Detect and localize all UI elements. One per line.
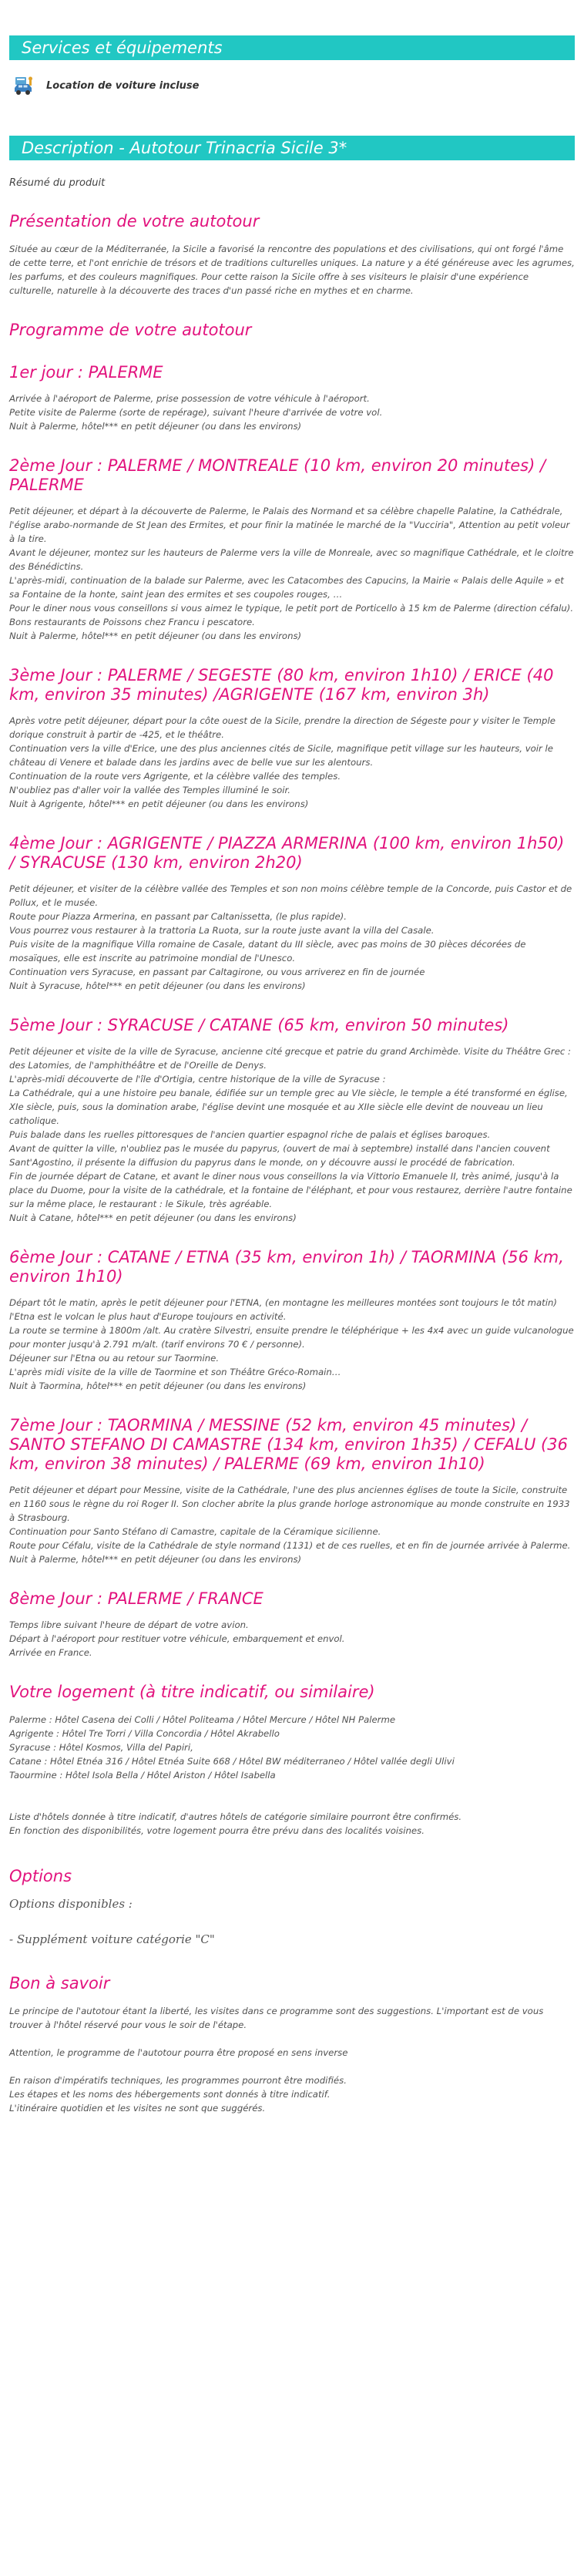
day-line: Route pour Céfalu, visite de la Cathédrale de style normand (1131) et de ces ruelles, et en fin de journée arrivée à Palerme. (9, 1540, 571, 1551)
day-title: 7ème Jour : TAORMINA / MESSINE (52 km, environ 45 minutes) / SANTO STEFANO DI CAMASTRE (134 km, environ 1h35) / CEFALU (36 km, environ 38 minutes) / PALERME (69 km, environ 1h10) (9, 1416, 568, 1473)
description-header: Description - Autotour Trinacria Sicile 3* (9, 136, 575, 160)
day-line: Petit déjeuner, et départ à la découverte de Palerme, le Palais des Normand et sa célèbre chapelle Palatine, la Cathédrale, l'église arabo-normande de St Jean des Ermites, et pour finir la matinée le marché de la "Vucciria", Attention au petit voleur à la tire. (9, 506, 570, 544)
product-page (0, 35, 584, 2115)
day-description (9, 1044, 575, 1225)
day-description (9, 1296, 575, 1393)
day-line: Continuation vers la ville d'Erice, une des plus anciennes cités de Sicile, magnifique petit village sur les hauteurs, voir le château di Venere et balade dans les jardins avec de belle vue sur les alentours. (9, 743, 553, 768)
services-header: Services et équipements (9, 35, 575, 60)
hotel-note: En fonction des disponibilités, votre logement pourra être prévu dans des localités voisines. (9, 1825, 425, 1836)
day-line: Déjeuner sur l'Etna ou au retour sur Taormine. (9, 1353, 220, 1364)
hotel-line: Agrigente : Hôtel Tre Torri / Villa Concordia / Hôtel Akrabello (9, 1728, 280, 1739)
day-description (9, 882, 575, 993)
day-line: Départ tôt le matin, après le petit déjeuner pour l'ETNA, (en montagne les meilleures montées sont toujours le tôt matin) l'Etna est le volcan le plus haut d'Europe toujours en activité. (9, 1297, 557, 1322)
day-line: Vous pourrez vous restaurer à la trattoria La Ruota, sur la route juste avant la villa del Casale. (9, 925, 435, 936)
day-line: Petit déjeuner et visite de la ville de Syracuse, ancienne cité grecque et patrie du grand Archimède. Visite du Théâtre Grec : des Latomies, de l'amphithéâtre et de l'Oreille de Denys. (9, 1046, 571, 1071)
day-title: 4ème Jour : AGRIGENTE / PIAZZA ARMERINA (100 km, environ 1h50) / SYRACUSE (130 km, environ 2h20) (9, 834, 565, 872)
info-line: En raison d'impératifs techniques, les programmes pourront être modifiés. (9, 2075, 347, 2086)
day-line: Nuit à Palerme, hôtel*** en petit déjeuner (ou dans les environs) (9, 1554, 302, 1565)
day-line: Arrivée à l'aéroport de Palerme, prise possession de votre véhicule à l'aéroport. (9, 393, 370, 404)
hotel-note: Liste d'hôtels donnée à titre indicatif, d'autres hôtels de catégorie similaire pourront être confirmés. (9, 1811, 462, 1822)
option-item: - Supplément voiture catégorie "C" (9, 1932, 215, 1946)
day-line: L'après-midi découverte de l'île d'Ortigia, centre historique de la ville de Syracuse : (9, 1074, 386, 1085)
day-description (9, 714, 575, 811)
options-subtitle: Options disponibles : (9, 1897, 133, 1911)
options-title: Options (9, 1867, 72, 1885)
hotel-line: Taourmine : Hôtel Isola Bella / Hôtel Ariston / Hôtel Isabella (9, 1770, 276, 1781)
day-line: Pour le diner nous vous conseillons si vous aimez le typique, le petit port de Porticello à 15 km de Palerme (direction céfalu). Bons restaurants de Poissons chez Francu i pescatore. (9, 603, 574, 627)
day-line: Puis visite de la magnifique Villa romaine de Casale, datant du III siècle, avec pas moins de 30 pièces décorées de mosaïques, elle est inscrite au patrimoine mondial de l'Unesco. (9, 939, 526, 963)
day-line: Route pour Piazza Armerina, en passant par Caltanissetta, (le plus rapide). (9, 911, 347, 922)
product-summary-label: Résumé du produit (9, 177, 106, 189)
hotel-line: Palerme : Hôtel Casena dei Colli / Hôtel Politeama / Hôtel Mercure / Hôtel NH Palerme (9, 1714, 396, 1725)
car-rental-icon (12, 74, 35, 97)
day-title: 3ème Jour : PALERME / SEGESTE (80 km, environ 1h10) / ERICE (40 km, environ 35 minutes) /AGRIGENTE (167 km, environ 3h) (9, 666, 554, 704)
programme-title: Programme de votre autotour (9, 321, 252, 339)
day-title: 8ème Jour : PALERME / FRANCE (9, 1589, 263, 1608)
bon-a-savoir-para-3 (9, 2073, 575, 2115)
day-line: Fin de journée départ de Catane, et avant le diner nous vous conseillons la via Vittorio Emanuele II, très animé, jusqu'à la place du Duome, pour la visite de la cathédrale, et la fontaine de l'éléphant, et pour vous restaurez, derrière l'autre fontaine sur la même place, le restaurant : le Sikule, très agréable. (9, 1171, 572, 1209)
day-line: L'après-midi, continuation de la balade sur Palerme, avec les Catacombes des Capucins, la Mairie « Palais delle Aquile » et sa Fontaine de la honte, saint jean des ermites et ses coupoles rouges, … (9, 575, 564, 600)
presentation-title: Présentation de votre autotour (9, 212, 260, 230)
programme-days (9, 363, 575, 1660)
day-description (9, 504, 575, 643)
day-line: Après votre petit déjeuner, départ pour la côte ouest de la Sicile, prendre la direction de Ségeste pour y visiter le Temple dorique construit à partir de -425, et le théâtre. (9, 715, 555, 740)
bon-a-savoir-para-1: Le principe de l'autotour étant la liberté, les visites dans ce programme sont des suggestions. L'important est de vous trouver à l'hôtel réservé pour vous le soir de l'étape. (9, 2006, 544, 2030)
bon-a-savoir-para-2: Attention, le programme de l'autotour pourra être proposé en sens inverse (9, 2047, 348, 2058)
day-line: Avant le déjeuner, montez sur les hauteurs de Palerme vers la ville de Monreale, avec so magnifique Cathédrale, et le cloitre des Bénédictins. (9, 547, 574, 572)
day-title: 6ème Jour : CATANE / ETNA (35 km, environ 1h) / TAORMINA (56 km, environ 1h10) (9, 1248, 564, 1286)
day-description (9, 1483, 575, 1566)
day-title: 5ème Jour : SYRACUSE / CATANE (65 km, environ 50 minutes) (9, 1016, 509, 1034)
day-line: Continuation vers Syracuse, en passant par Caltagirone, ou vous arriverez en fin de journée (9, 967, 425, 977)
day-line: Continuation pour Santo Stéfano di Camastre, capitale de la Céramique sicilienne. (9, 1526, 381, 1537)
hotel-line: Syracuse : Hôtel Kosmos, Villa del Papiri, (9, 1742, 193, 1753)
info-line: Les étapes et les noms des hébergements sont donnés à titre indicatif. (9, 2089, 331, 2100)
day-line: Nuit à Taormina, hôtel*** en petit déjeuner (ou dans les environs) (9, 1380, 307, 1391)
day-line: Nuit à Palerme, hôtel*** en petit déjeuner (ou dans les environs) (9, 421, 302, 432)
day-line: Petit déjeuner, et visiter de la célèbre vallée des Temples et son non moins célèbre temple de la Concorde, puis Castor et de Pollux, et le musée. (9, 883, 572, 908)
day-line: Départ à l'aéroport pour restituer votre véhicule, embarquement et envol. (9, 1633, 345, 1644)
bon-a-savoir-title: Bon à savoir (9, 1974, 110, 1993)
day-line: Nuit à Syracuse, hôtel*** en petit déjeuner (ou dans les environs) (9, 980, 306, 991)
logement-notes (9, 1810, 575, 1838)
day-title: 1er jour : PALERME (9, 363, 163, 382)
equipment-label: Location de voiture incluse (46, 79, 200, 92)
day-line: N'oubliez pas d'aller voir la vallée des Temples illuminé le soir. (9, 785, 291, 795)
day-title: 2ème Jour : PALERME / MONTREALE (10 km, environ 20 minutes) / PALERME (9, 456, 546, 494)
day-description (9, 1618, 575, 1660)
day-line: Petite visite de Palerme (sorte de repérage), suivant l'heure d'arrivée de votre vol. (9, 407, 383, 418)
day-line: Petit déjeuner et départ pour Messine, visite de la Cathédrale, l'une des plus anciennes églises de toute la Sicile, construite en 1160 sous le règne du roi Roger II. Son clocher abrite la plus grande horloge astronomique au monde construite en 1933 à Strasbourg. (9, 1485, 570, 1523)
day-line: Continuation de la route vers Agrigente, et la célèbre vallée des temples. (9, 771, 341, 782)
presentation-text: Située au cœur de la Méditerranée, la Sicile a favorisé la rencontre des populations et des civilisations, qui ont forgé l'âme de cette terre, et l'ont enrichie de trésors et de traditions culturelles uniques. La nature y a été généreuse avec les agrumes, les parfums, et des couleurs magnifiques. Pour cette raison la Sicile offre à ses visiteurs le plaisir d'une expérience culturelle, naturelle à la découverte des traces d'un passé riche en mythes et en charme. (9, 244, 575, 296)
day-line: La route se termine à 1800m /alt. Au cratère Silvestri, ensuite prendre le téléphérique + les 4x4 avec un guide vulcanologue pour monter jusqu'à 2.791 m/alt. (tarif environs 70 € / personne). (9, 1325, 574, 1350)
day-description (9, 392, 575, 433)
day-line: Temps libre suivant l'heure de départ de votre avion. (9, 1619, 249, 1630)
equipment-item (12, 74, 575, 97)
day-line: L'après midi visite de la ville de Taormine et son Théâtre Gréco-Romain… (9, 1367, 341, 1377)
day-line: Nuit à Catane, hôtel*** en petit déjeuner (ou dans les environs) (9, 1212, 297, 1223)
day-line: Nuit à Palerme, hôtel*** en petit déjeuner (ou dans les environs) (9, 631, 302, 641)
hotel-line: Catane : Hôtel Etnéa 316 / Hôtel Etnéa Suite 668 / Hôtel BW méditerraneo / Hôtel vallée degli Ulivi (9, 1756, 455, 1767)
day-line: Arrivée en France. (9, 1647, 92, 1658)
day-line: La Cathédrale, qui a une histoire peu banale, édifiée sur un temple grec au VIe siècle, le temple a été transformé en église, XIe siècle, puis, sous la domination arabe, l'église devint une mosquée et au XIIe siècle elle devint de nouveau un lieu catholique. (9, 1088, 568, 1126)
logement-title: Votre logement (à titre indicatif, ou similaire) (9, 1683, 375, 1701)
day-line: Puis balade dans les ruelles pittoresques de l'ancien quartier espagnol riche de palais et églises baroques. (9, 1129, 491, 1140)
day-line: Avant de quitter la ville, n'oubliez pas le musée du papyrus, (ouvert de mai à septembre) installé dans l'ancien couvent Sant'Agostino, il présente la diffusion du papyrus dans le monde, on y découvre aussi le procédé de fabrication. (9, 1143, 550, 1168)
day-line: Nuit à Agrigente, hôtel*** en petit déjeuner (ou dans les environs) (9, 799, 309, 809)
logement-list (9, 1713, 575, 1782)
info-line: L'itinéraire quotidien et les visites ne sont que suggérés. (9, 2103, 266, 2114)
